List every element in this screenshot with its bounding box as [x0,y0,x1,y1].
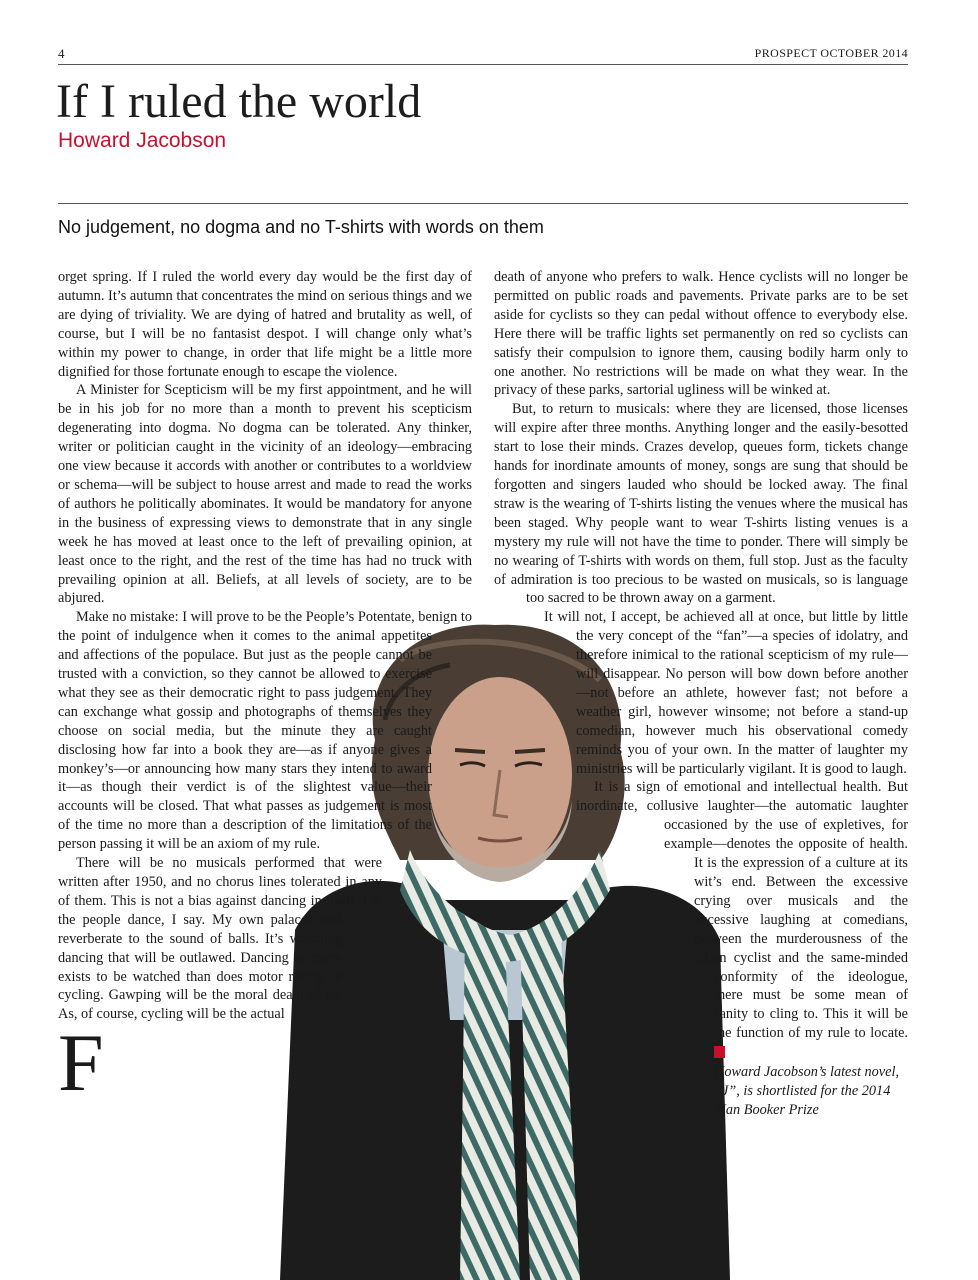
author-note: Howard Jacobson’s latest novel, “J”, is shortlisted for the 2014 Man Booker Prize [714,1064,900,1118]
article-column-right [494,268,908,1236]
paragraph: A Minister for Scepticism will be my first appointment, and he will be in his job for no more than a month to prevent his scepticism degenerating into dogma. No dogma can be tolerated. Any thinker, writer or politician caught in the vicinity of an ideology—embracing one view because it accords with another or contributes to a worldview or schema—will be subject to house arrest and made to read the works of authors he politically abominates. It would be mandatory for anyone in the business of expressing views to demonstrate that in any single week he has moved at least once to the left of prevailing opinion, at least once to the right, and the rest of the time has had no truck with prevailing opinion at all. Beliefs, at all levels of society, are to be abjured. [58,382,472,607]
paragraph: There will be no musicals performed that were written after 1950, and no chorus lines tolerated in any of them. This is not a bias against dancing in itself. Let the people dance, I say. My own palaces will reverberate to the sound of balls. It’s watching dancing that will be outlawed. Dancing no more exists to be watched than does motor racing or cycling. Gawping will be the moral death of us. As, of course, cycling will be the actual [58,855,382,1023]
masthead: PROSPECT OCTOBER 2014 [754,46,908,60]
paragraph: But, to return to musicals: where they are licensed, those licenses will expire after three months. Anything longer and the easily-besotted start to lose their minds. Crazes develop, queues form, tickets change hands for inordinate amounts of money, songs are sung that should be forgotten and singers lauded who should be locked away. The final straw is the wearing of T-shirts listing the venues where the musical has been staged. Why people want to wear T-shirts listing venues is a mystery my rule will not have the time to ponder. There will simply be no wearing of T-shirts with words on them, full stop. Just as the faculty of admiration is too precious to be wasted on musicals, so is language too sacred to be thrown away on a garment. [494,401,908,607]
paragraph: F orget spring. If I ruled the world every day would be the first day of autumn. It’s autumn that concentrates the mind on serious things and we are dying of triviality. We are dying of hatred and brutality as well, of course, but I will be no fantasist despot. I will change only what’s within my power to change, in order that life might be a little more dignified for those fortunate enough to escape the violence. [58,269,472,1108]
paragraph: It will not, I accept, be achieved all at once, but little by little the very concept of the “fan”—a species of idolatry, and therefore inimical to the rational scepticism of my rule—will disappear. No person will bow down before another—not before an athlete, however fast; not before a weather girl, however winsome; not before a stand-up comedian, however much his observational comedy reminds you of your own. In the matter of laughter my ministries will be particularly vigilant. It is good to laugh. [544,609,908,777]
divider-rule [58,203,908,204]
page-number: 4 [58,46,65,61]
drop-cap: F [58,1017,104,1108]
author-byline: Howard Jacobson [58,129,227,152]
end-mark-icon: P [714,1046,725,1058]
standfirst: No judgement, no dogma and no T-shirts with words on them [58,217,544,237]
paragraph: death of anyone who prefers to walk. Hence cyclists will no longer be permitted on public roads and pavements. Private parks are to be set aside for cyclists so they can pedal without offence to everybody else. Here there will be traffic lights set permanently on red so cyclists can satisfy their compulsion to ignore them, causing bodily harm only to one another. No restrictions will be made on what they wear. In the privacy of these parks, sartorial ugliness will be winked at. [494,269,908,399]
paragraph: Make no mistake: I will prove to be the People’s Potentate, benign to the point of indulgence when it comes to the animal appetites and affections of the populace. But just as the people cannot be trusted with a conviction, so they cannot be allowed to exercise what they see as their democratic right to pass judgement. They can exchange what gossip and photographs of themselves they choose on social media, but the minute they are caught disclosing how far into a book they are—as if anyone gives a monkey’s—or announcing how many stars they intend to award it—as though their verdict is of the slightest value—their accounts will be closed. That what passes as judgement is most of the time no more than a description of the limitations of the person passing it will be an axiom of my rule. [58,609,472,853]
article-title: If I ruled the world [56,75,422,128]
header-rule [58,64,908,65]
paragraph: It is a sign of emotional and intellectual health. But inordinate, collusive laughter—the automatic laughter occasioned by the use of expletives, for example—denotes the opposite of health. It is the expression of a culture at its wit’s end. Between the excessive crying over musicals and the excessive laughing at comedians, between the murderousness of the urban cyclist and the same-minded conformity of the ideologue, there must be some mean of sanity to cling to. This it will be the function of my rule to locate. P [576,779,908,1058]
article-column-left [58,268,472,1236]
